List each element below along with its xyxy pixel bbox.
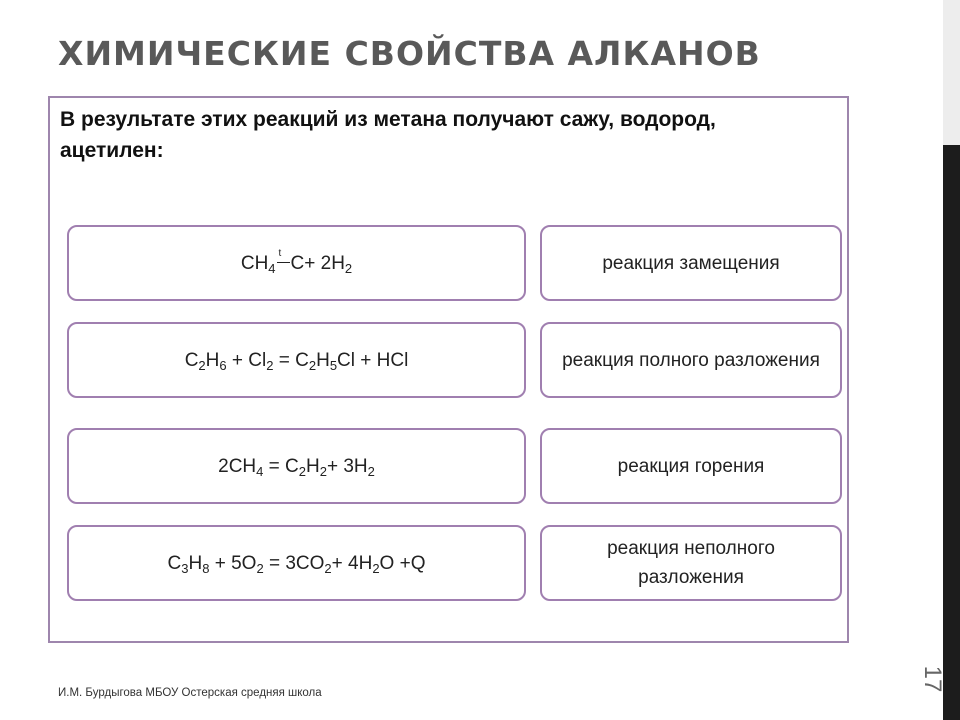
equation-card-3[interactable] bbox=[67, 428, 526, 504]
equation-card-2[interactable] bbox=[67, 322, 526, 398]
equation-2: $C_2H_6 + Cl_2 = C_2H_5Cl$ + HCl bbox=[184, 349, 409, 373]
equation-card-4[interactable] bbox=[67, 525, 526, 601]
footer-author: И.М. Бурдыгова МБОУ Остерская средняя школа bbox=[58, 687, 322, 699]
reaction-type-card-2[interactable] bbox=[540, 322, 842, 398]
reaction-type-label: реакция замещения bbox=[602, 252, 780, 274]
arrow-icon bbox=[277, 247, 290, 263]
side-bar-light bbox=[943, 0, 960, 145]
equation-card-1[interactable] bbox=[67, 225, 526, 301]
reaction-type-label: реакция полного разложения bbox=[562, 349, 820, 371]
equation-3: $2CH_4 = C_2H_2+ 3H_2$ bbox=[218, 455, 375, 479]
reaction-type-label: реакция горения bbox=[617, 455, 765, 477]
reaction-type-card-1[interactable] bbox=[540, 225, 842, 301]
page-number: 17 bbox=[919, 665, 946, 693]
equation-4: $C_3H_8 + 5O_2 = 3CO_2+ 4H_2O +Q$ bbox=[167, 552, 426, 576]
side-bar-dark bbox=[943, 145, 960, 720]
reaction-type-card-4[interactable] bbox=[540, 525, 842, 601]
reaction-type-label: реакция неполного разложения bbox=[607, 538, 775, 588]
slide-title: ХИМИЧЕСКИЕ СВОЙСТВА АЛКАНОВ bbox=[58, 34, 761, 73]
intro-text: В результате этих реакций из метана получают сажу, водород, ацетилен: bbox=[60, 108, 716, 162]
arrow-condition: t bbox=[278, 247, 282, 259]
equation-1: $CH_4$ t $C+ 2H_2$ bbox=[240, 247, 353, 276]
reaction-type-card-3[interactable] bbox=[540, 428, 842, 504]
